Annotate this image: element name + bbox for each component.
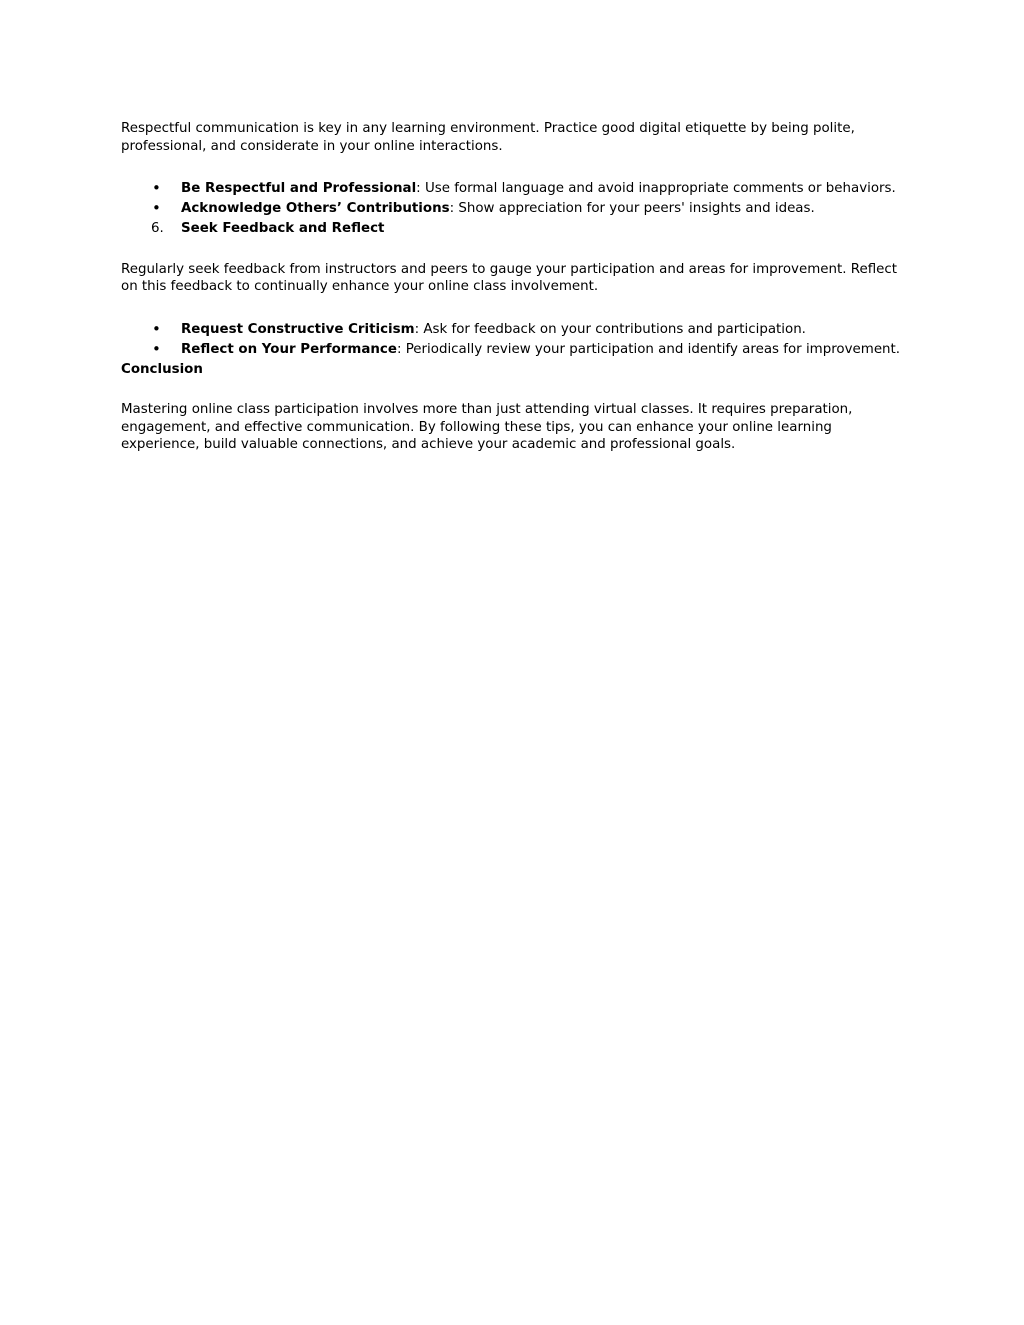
intro-paragraph: Respectful communication is key in any learning environment. Practice good digital etiquette by being polite, professional, and considerate in your online interactions.: [121, 121, 855, 154]
etiquette-list: [121, 180, 911, 218]
list-item-text: : Ask for feedback on your contributions and participation.: [414, 321, 806, 337]
feedback-list: [121, 321, 911, 359]
list-item-text: : Periodically review your participation and identify areas for improvement.: [396, 341, 901, 357]
list-item-term: Reflect on Your Performance: [181, 341, 397, 357]
bullet-icon: •: [152, 199, 161, 217]
conclusion-heading: Conclusion: [121, 361, 203, 377]
section-number: 6.: [151, 221, 164, 236]
list-item: [121, 321, 911, 339]
feedback-paragraph: Regularly seek feedback from instructors and peers to gauge your participation and areas for improvement. Reflect on this feedback to continually enhance your online class involvement.: [121, 261, 897, 294]
bullet-icon: •: [152, 179, 161, 197]
conclusion-paragraph: Mastering online class participation involves more than just attending virtual classes. It requires preparation, engagement, and effective communication. By following these tips, you can enhance your online learning experience, build valuable connections, and achieve your academic and professional goals.: [121, 402, 853, 452]
list-item-term: Acknowledge Others’ Contributions: [181, 201, 450, 216]
list-item: [121, 200, 911, 218]
list-item: [121, 180, 911, 198]
section-heading: [121, 220, 911, 238]
list-item-term: Request Constructive Criticism: [181, 321, 415, 337]
bullet-icon: •: [152, 319, 161, 338]
section-title: Seek Feedback and Reflect: [181, 221, 385, 236]
list-item-text: : Use formal language and avoid inappropriate comments or behaviors.: [416, 181, 896, 196]
list-item-term: Be Respectful and Professional: [181, 181, 417, 196]
document-page: [121, 120, 911, 454]
bullet-icon: •: [152, 339, 161, 358]
list-item-text: : Show appreciation for your peers' insights and ideas.: [449, 201, 815, 216]
list-item: [121, 341, 911, 359]
